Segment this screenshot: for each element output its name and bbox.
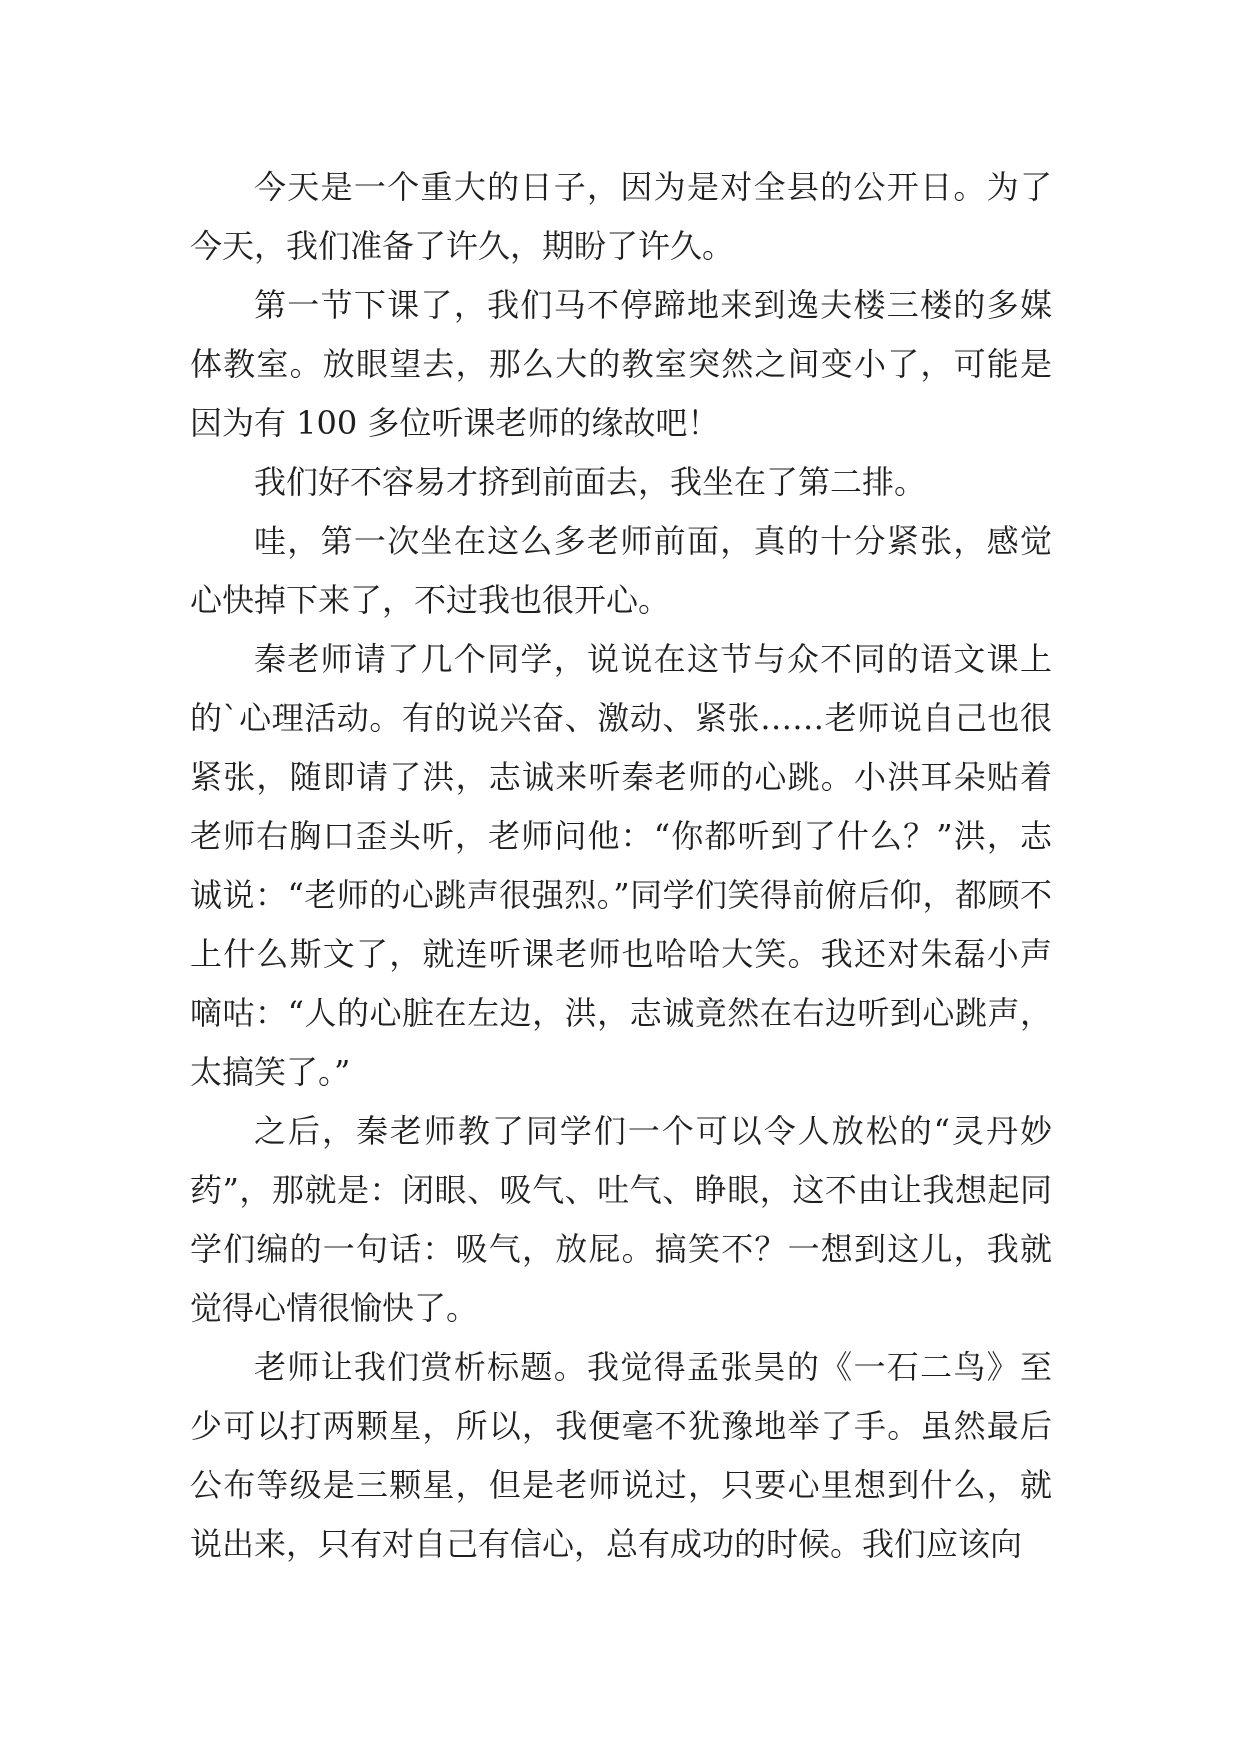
paragraph-6: 之后，秦老师教了同学们一个可以令人放松的“灵丹妙药”，那就是：闭眼、吸气、吐气、睁眼，这不由让我想起同学们编的一句话：吸气，放屁。搞笑不？一想到这儿，我就觉得心情很愉快了。 xyxy=(190,1112,1052,1327)
paragraph-7: 老师让我们赏析标题。我觉得孟张昊的《一石二鸟》至少可以打两颗星，所以，我便毫不犹豫地举了手。虽然最后公布等级是三颗星，但是老师说过，只要心里想到什么，就说出来，只有对自己有信心，总有成功的时候。我们应该向 xyxy=(190,1348,1052,1563)
paragraph-4: 哇，第一次坐在这么多老师前面，真的十分紧张，感觉心快掉下来了，不过我也很开心。 xyxy=(190,522,1052,619)
paragraph-2: 第一节下课了，我们马不停蹄地来到逸夫楼三楼的多媒体教室。放眼望去，那么大的教室突然之间变小了，可能是因为有 100 多位听课老师的缘故吧！ xyxy=(190,286,1052,442)
paragraph-1: 今天是一个重大的日子，因为是对全县的公开日。为了今天，我们准备了许久，期盼了许久。 xyxy=(190,168,1052,265)
paragraph-5: 秦老师请了几个同学，说说在这节与众不同的语文课上的`心理活动。有的说兴奋、激动、紧张……老师说自己也很紧张，随即请了洪，志诚来听秦老师的心跳。小洪耳朵贴着老师右胸口歪头听，老师问他：“你都听到了什么？”洪，志诚说：“老师的心跳声很强烈。”同学们笑得前俯后仰，都顾不上什么斯文了，就连听课老师也哈哈大笑。我还对朱磊小声嘀咕：“人的心脏在左边，洪，志诚竟然在右边听到心跳声，太搞笑了。” xyxy=(190,640,1052,1091)
paragraph-3: 我们好不容易才挤到前面去，我坐在了第二排。 xyxy=(254,463,927,501)
article-body xyxy=(190,158,1052,1574)
